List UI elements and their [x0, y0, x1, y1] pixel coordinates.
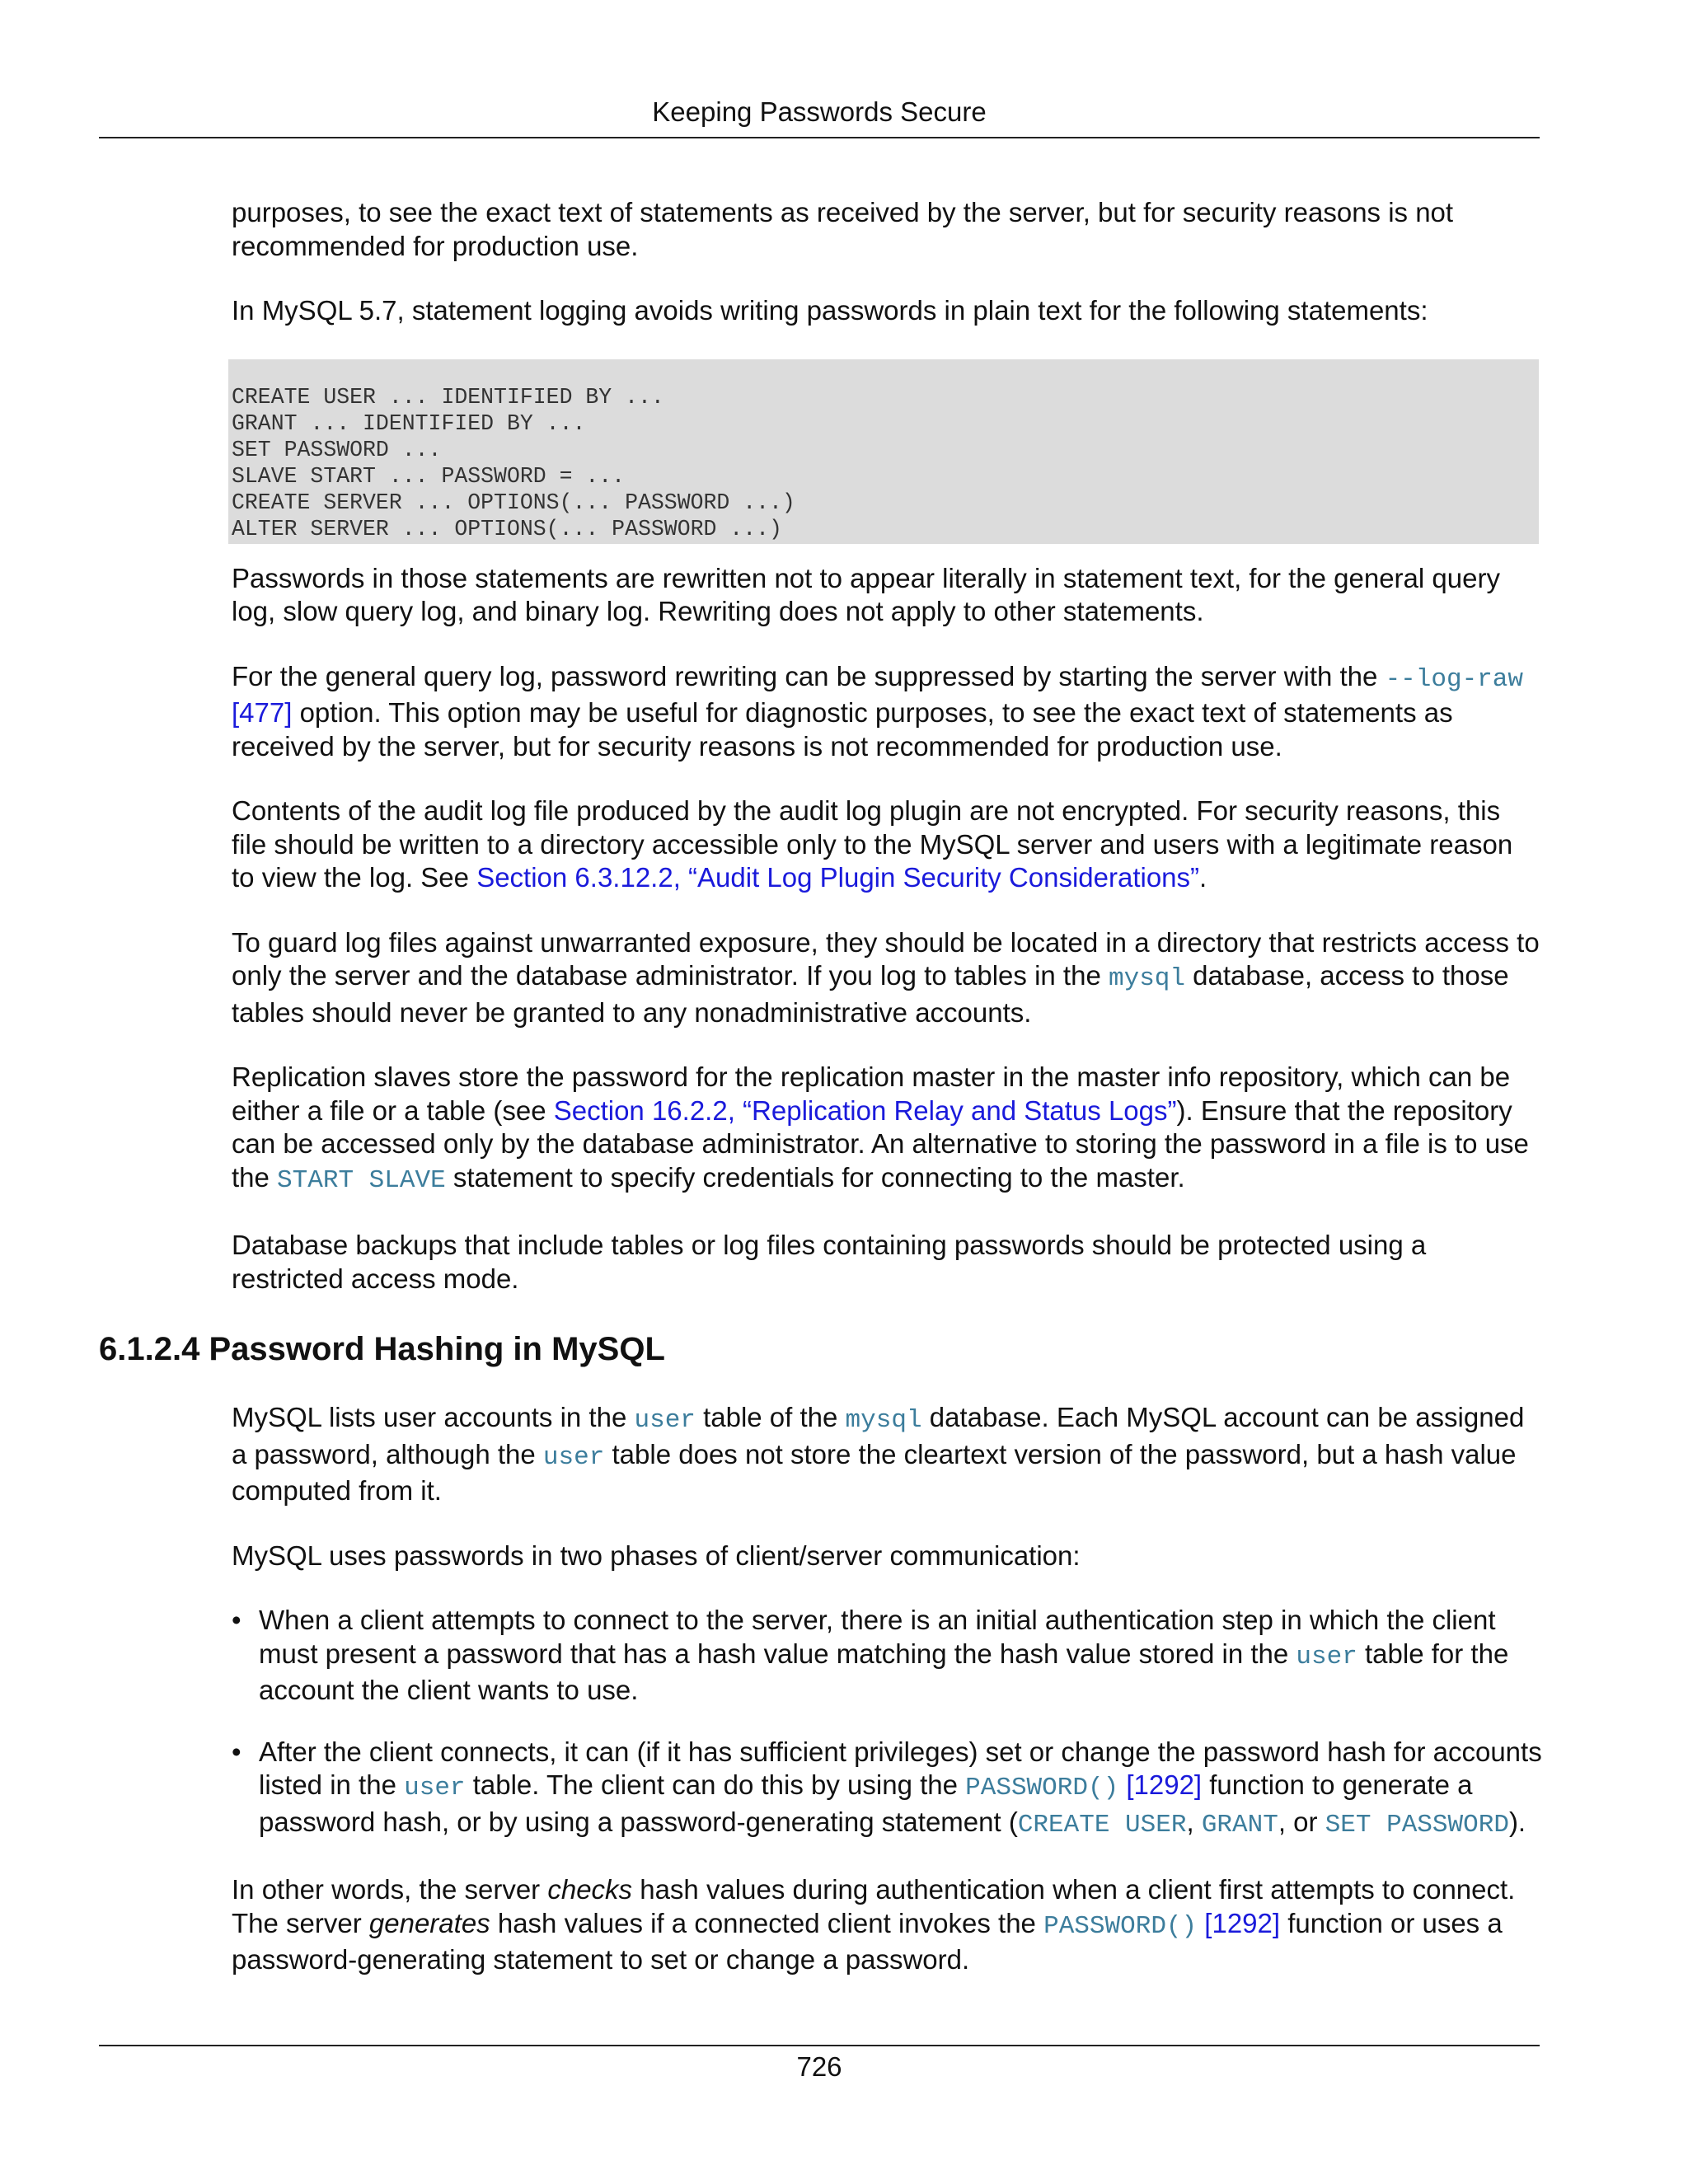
text: database. Each MySQL account can be assigned a password, although the — [232, 1402, 1525, 1469]
section-content — [232, 1401, 1542, 2008]
text: When a client attempts to connect to the server, there is an initial authentication step in which the client must present a password that has a hash value matching the hash value stored in the — [259, 1605, 1496, 1669]
start-slave-link[interactable]: START SLAVE — [277, 1165, 446, 1195]
paragraph-3: Passwords in those statements are rewritten not to appear literally in statement text, for the general query log, slow query log, and binary log. Rewriting does not apply to other statements. — [232, 562, 1500, 626]
bullet-icon: • — [232, 1736, 241, 1767]
text: After the client connects, it can (if it has sufficient privileges) set or change the password hash for accounts listed in the — [259, 1736, 1542, 1800]
text: Replication slaves store the password for the replication master in the master info repository, which can be either a file or a table (see — [232, 1062, 1511, 1126]
text: table of the — [695, 1402, 846, 1432]
emphasis: generates — [368, 1907, 490, 1938]
ref-link-1292[interactable]: [1292] — [1126, 1769, 1203, 1800]
code-line: GRANT ... IDENTIFIED BY ... — [232, 410, 586, 436]
section-paragraph-2: MySQL uses passwords in two phases of client/server communication: — [232, 1540, 1081, 1571]
text: ). — [1508, 1806, 1526, 1837]
list-item — [232, 1736, 1542, 1843]
set-password-link[interactable]: SET PASSWORD — [1325, 1810, 1509, 1840]
text: hash values during authentication when a client first attempts to connect. The server — [232, 1874, 1516, 1938]
emphasis: checks — [547, 1874, 633, 1905]
bullet-icon: • — [232, 1605, 241, 1635]
code-line: CREATE SERVER ... OPTIONS(... PASSWORD ...) — [232, 490, 795, 515]
paragraph-8: Database backups that include tables or log files containing passwords should be protected using a restricted access mode. — [232, 1230, 1427, 1294]
mysql-database-code: mysql — [1108, 964, 1185, 993]
password-function-link[interactable]: PASSWORD() — [965, 1774, 1119, 1802]
user-table-code: user — [542, 1442, 605, 1472]
paragraph-7 — [232, 1061, 1542, 1197]
text: statement to specify credentials for connecting to the master. — [445, 1161, 1185, 1193]
paragraph-1: purposes, to see the exact text of statements as received by the server, but for security reasons is not recommended for production use. — [232, 197, 1454, 261]
text: , or — [1278, 1806, 1325, 1837]
paragraph-6 — [232, 926, 1542, 1030]
page-number: 726 — [796, 2051, 842, 2082]
log-raw-option-link[interactable]: --log-raw — [1385, 664, 1523, 694]
user-table-code: user — [404, 1774, 466, 1802]
text: hash values if a connected client invokes the — [490, 1907, 1044, 1938]
header-rule — [99, 137, 1540, 138]
list-item — [232, 1604, 1542, 1708]
grant-link[interactable]: GRANT — [1201, 1810, 1278, 1840]
text: table for the account the client wants to use. — [259, 1638, 1509, 1705]
replication-logs-link[interactable]: Section 16.2.2, “Replication Relay and Status Logs” — [553, 1094, 1177, 1126]
text: To guard log files against unwarranted exposure, they should be located in a directory that restricts access to only the server and the database administrator. If you log to tables in the — [232, 926, 1540, 991]
password-function-link[interactable]: PASSWORD() — [1043, 1911, 1198, 1941]
text: database, access to those tables should never be granted to any nonadministrative accounts. — [232, 960, 1509, 1028]
create-user-link[interactable]: CREATE USER — [1017, 1810, 1187, 1840]
paragraph-5 — [232, 794, 1542, 895]
code-line: SET PASSWORD ... — [232, 437, 442, 462]
text: , — [1186, 1806, 1202, 1837]
code-line: CREATE USER ... IDENTIFIED BY ... — [232, 384, 664, 410]
text: table does not store the cleartext version of the password, but a hash value computed from it. — [232, 1438, 1517, 1506]
text: table. The client can do this by using the — [465, 1769, 966, 1800]
text: ). Ensure that the repository can be accessed only by the database administrator. An alternative to storing the password in a file is to use the — [232, 1094, 1529, 1193]
text: function to generate a password hash, or by using a password-generating statement ( — [259, 1769, 1473, 1837]
user-table-code: user — [634, 1406, 696, 1435]
user-table-code: user — [1296, 1642, 1357, 1671]
text: option. This option may be useful for diagnostic purposes, to see the exact text of statements as received by the server, but for security reasons is not recommended for production use. — [232, 697, 1453, 762]
paragraph-2: In MySQL 5.7, statement logging avoids writing passwords in plain text for the following statements: — [232, 295, 1428, 326]
code-line: ALTER SERVER ... OPTIONS(... PASSWORD ...) — [232, 516, 782, 541]
ref-link-1292[interactable]: [1292] — [1204, 1907, 1281, 1938]
section-paragraph-1 — [232, 1401, 1542, 1508]
text: MySQL lists user accounts in the — [232, 1402, 635, 1432]
text: Contents of the audit log file produced by the audit log plugin are not encrypted. For security reasons, this file should be written to a directory accessible only to the MySQL server and users with a legitimate reason to view the log. See — [232, 795, 1513, 893]
running-header: Keeping Passwords Secure — [652, 96, 987, 127]
page-content — [232, 196, 1542, 1296]
section-heading: 6.1.2.4 Password Hashing in MySQL — [99, 1331, 665, 1367]
audit-log-security-link[interactable]: Section 6.3.12.2, “Audit Log Plugin Security Considerations” — [476, 862, 1200, 893]
text: . — [1199, 862, 1207, 893]
footer-rule — [99, 2045, 1540, 2046]
ref-link-477[interactable]: [477] — [232, 697, 293, 728]
paragraph-4 — [232, 660, 1542, 764]
text: In other words, the server — [232, 1874, 548, 1905]
text: For the general query log, password rewriting can be suppressed by starting the server with the — [232, 660, 1386, 691]
bullet-list — [232, 1604, 1542, 1842]
code-block — [228, 359, 1539, 544]
code-line: SLAVE START ... PASSWORD = ... — [232, 463, 626, 489]
section-paragraph-3 — [232, 1873, 1542, 1977]
text: function or uses a password-generating statement to set or change a password. — [232, 1907, 1503, 1975]
mysql-database-code: mysql — [845, 1406, 922, 1435]
